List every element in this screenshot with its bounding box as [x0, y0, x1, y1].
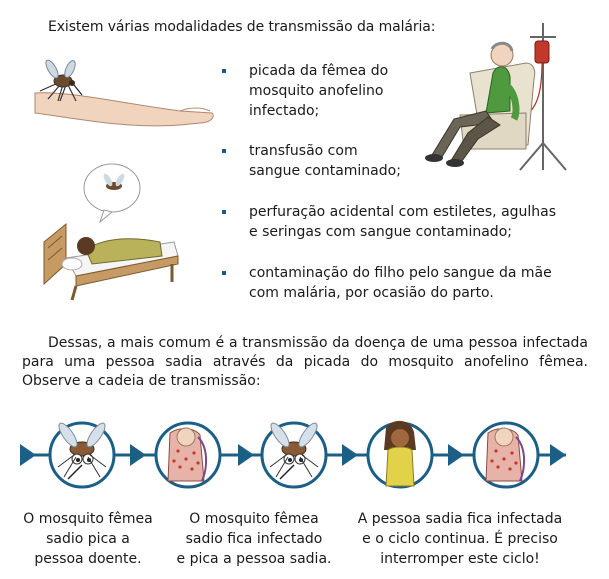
- bullet-text: picada da fêmea do mosquito anofelino infectado;: [249, 63, 389, 119]
- chain-caption: O mosquito fêmea sadio fica infectado e pica a pessoa sadia.: [176, 511, 332, 567]
- chain-arrow: [448, 444, 464, 466]
- mosquito-icon: [262, 421, 326, 487]
- transmission-chain: [20, 410, 566, 500]
- bullet-marker: [222, 271, 226, 275]
- woman-icon: [368, 421, 432, 487]
- mosquito-arm-illustration: [30, 55, 215, 135]
- bullet-text: contaminação do filho pelo sangue da mãe com malária, por ocasião do parto.: [249, 265, 552, 301]
- chain-arrow: [238, 444, 254, 466]
- transmission-paragraph: Dessas, a mais comum é a transmissão da doença de uma pessoa infectada para uma pessoa sadia através da picada do mosquito anofelino fêmea. Observe a cadeia de transmissão:: [22, 335, 588, 389]
- bullet-text: transfusão com sangue contaminado;: [249, 143, 401, 179]
- chain-arrow: [20, 444, 36, 466]
- sick-man-icon: [474, 423, 538, 487]
- chain-arrow: [550, 444, 566, 466]
- chain-caption: O mosquito fêmea sadio pica a pessoa doente.: [23, 511, 153, 567]
- bullet-marker: [222, 69, 226, 73]
- bullet-marker: [222, 210, 226, 214]
- sick-man-icon: [156, 423, 220, 487]
- chain-caption: A pessoa sadia fica infectada e o ciclo continua. É preciso interromper este ciclo!: [357, 511, 563, 567]
- bullet-text: perfuração acidental com estiletes, agulhas e seringas com sangue contaminado;: [249, 204, 557, 240]
- mosquito-icon: [50, 421, 114, 487]
- chain-arrow: [130, 444, 146, 466]
- bullet-marker: [222, 149, 226, 153]
- chain-arrow: [342, 444, 358, 466]
- intro-text: Existem várias modalidades de transmissão da malária:: [48, 19, 436, 35]
- sick-person-bed-illustration: [42, 160, 182, 305]
